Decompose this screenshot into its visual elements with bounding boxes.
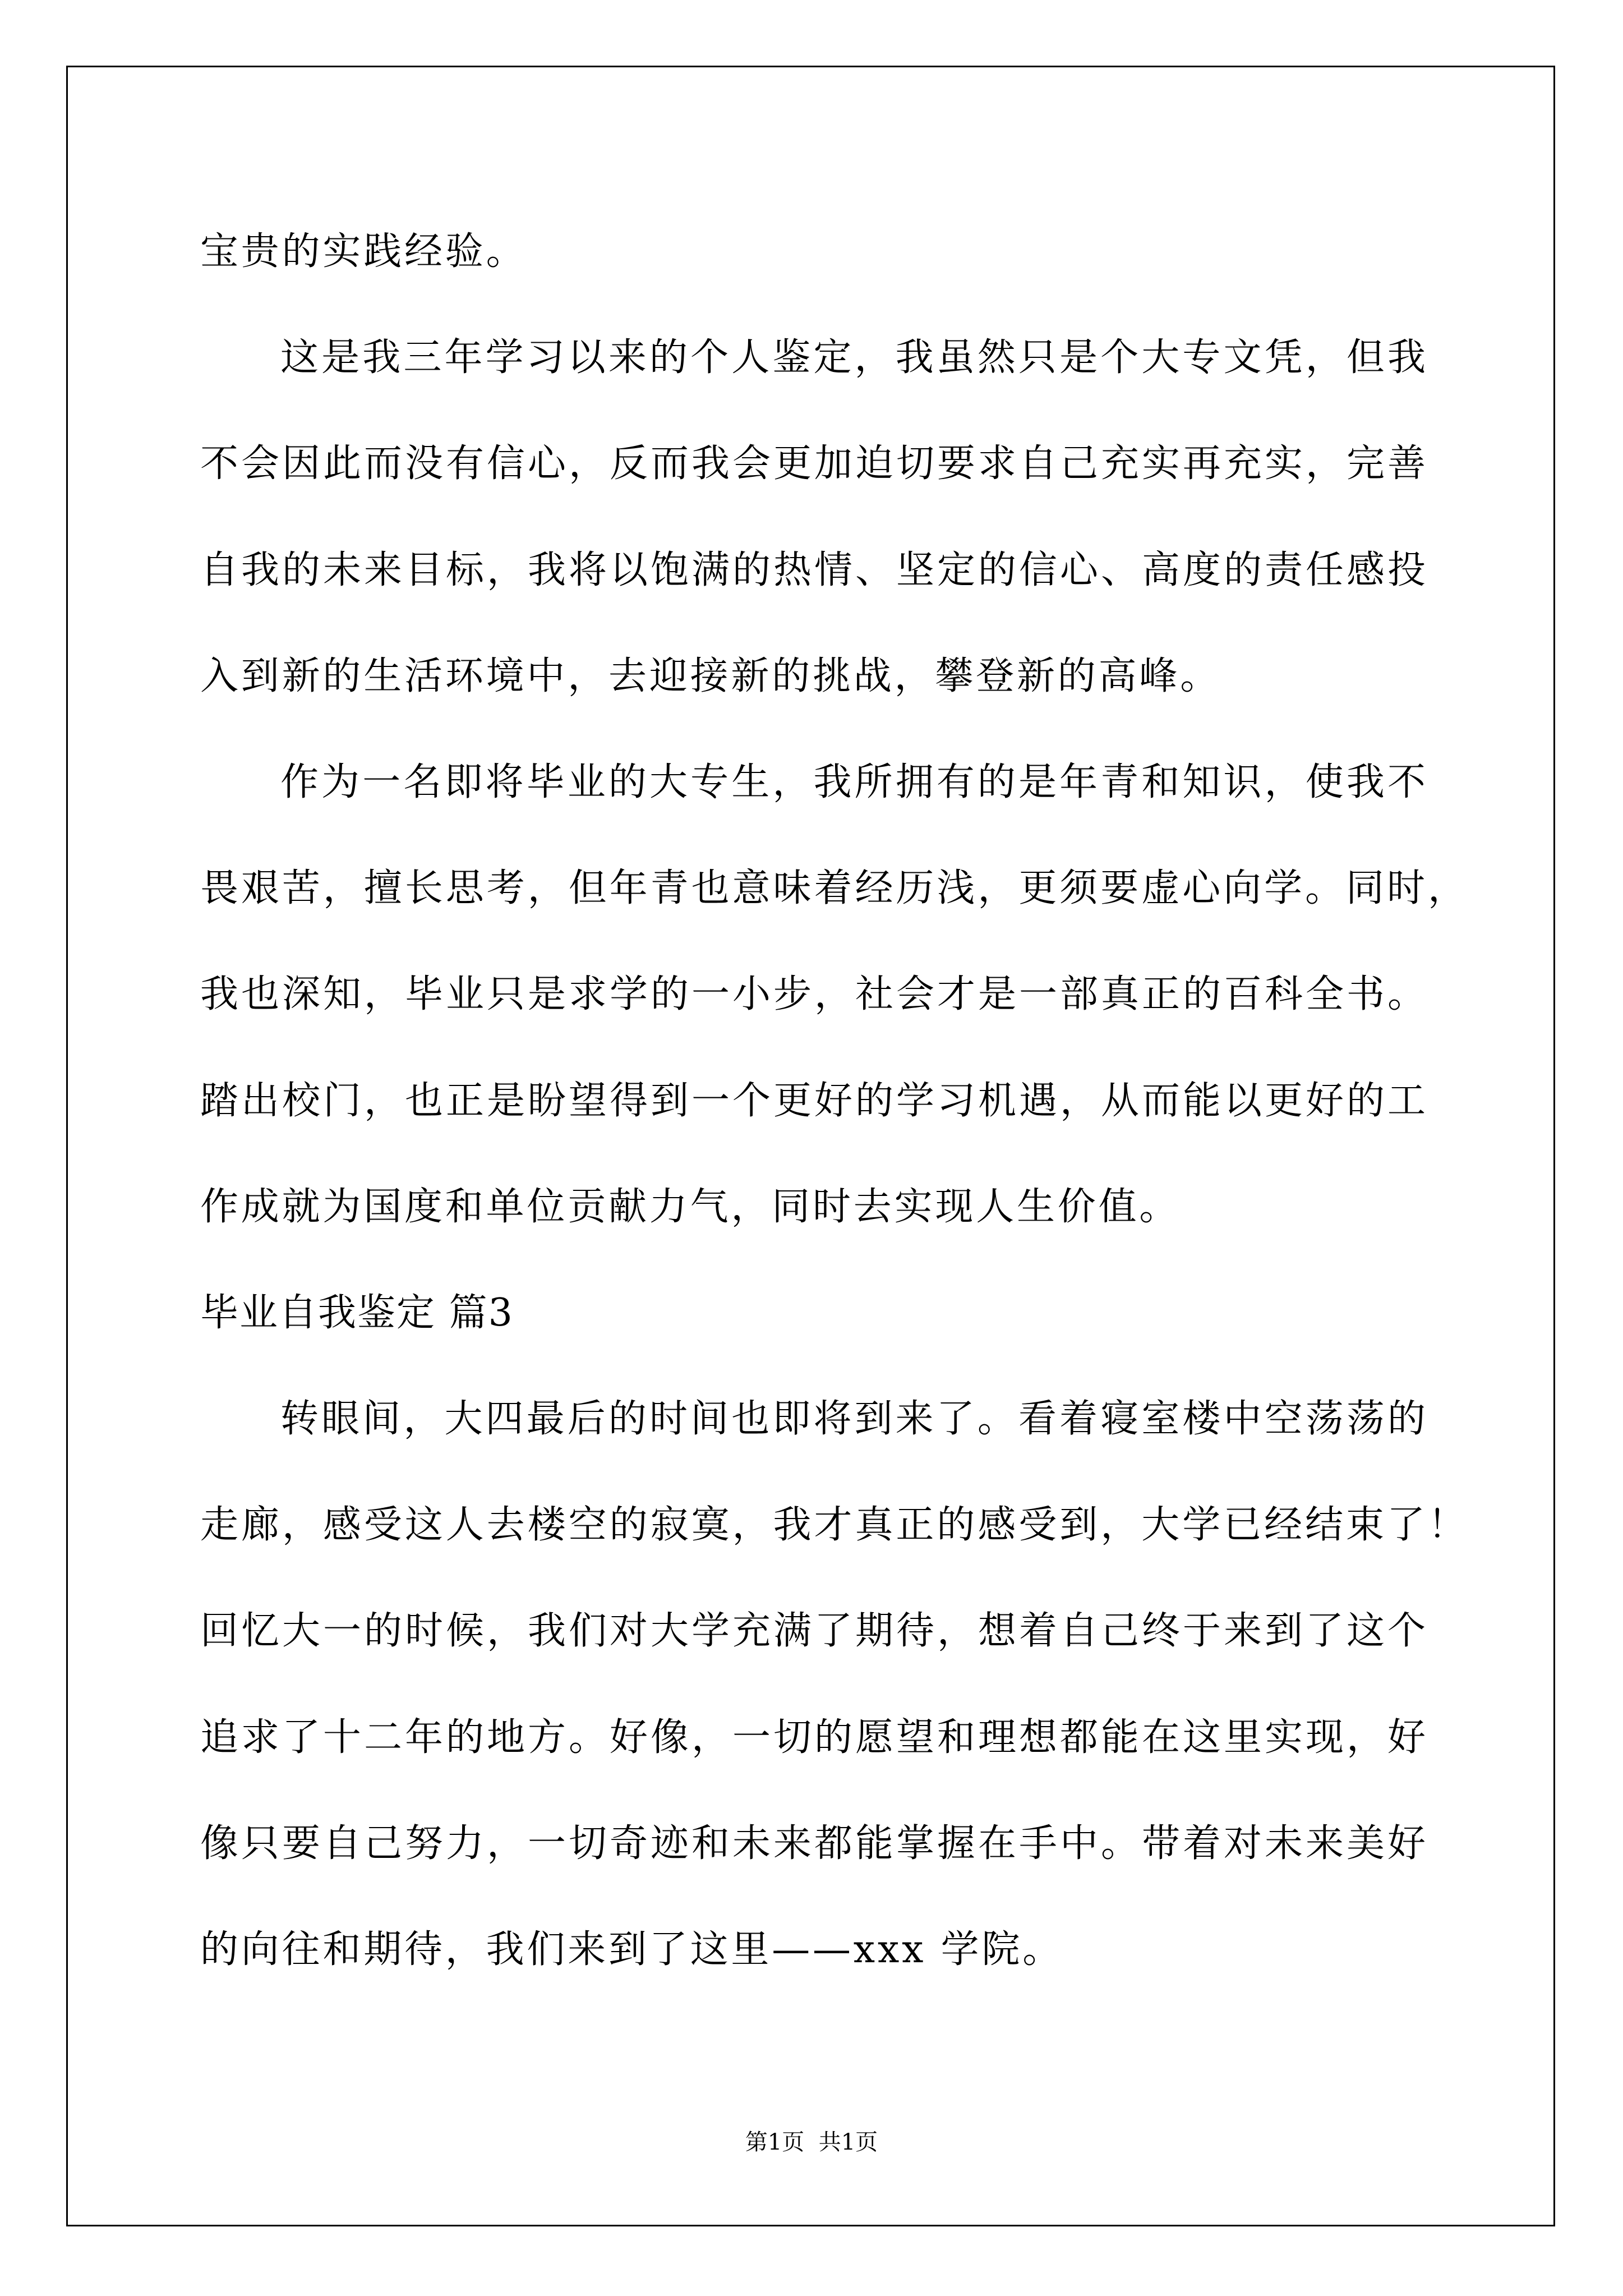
text-line: 转眼间，大四最后的时间也即将到来了。看着寝室楼中空荡荡的 [280,1397,1426,1442]
text-line: 自我的未来目标，我将以饱满的热情、坚定的信心、高度的责任感投 [200,547,1426,592]
text-line: 作为一名即将毕业的大专生，我所拥有的是年青和知识，使我不 [280,760,1426,804]
text-line: 不会因此而没有信心，反而我会更加迫切要求自己充实再充实，完善 [200,441,1426,486]
page-footer: 第1页 共1页 [745,2129,878,2155]
paragraph [200,305,1426,729]
text-line: 作成就为国度和单位贡献力气，同时去实现人生价值。 [200,1184,1181,1229]
paragraph [200,199,1426,305]
document-body [200,199,1466,2003]
text-line: 畏艰苦，擅长思考，但年青也意味着经历浅，更须要虚心向学。同时， [200,866,1466,911]
section-title: 毕业自我鉴定 篇3 [200,1290,514,1335]
text-line: 回忆大一的时候，我们对大学充满了期待，想着自己终于来到了这个 [200,1609,1426,1654]
text-line: 我也深知，毕业只是求学的一小步，社会才是一部真正的百科全书。 [200,972,1426,1017]
text-line: 踏出校门，也正是盼望得到一个更好的学习机遇，从而能以更好的工 [200,1078,1426,1123]
text-line: 入到新的生活环境中，去迎接新的挑战，攀登新的高峰。 [200,654,1221,698]
text-line: 像只要自己努力，一切奇迹和未来都能掌握在手中。带着对未来美好 [200,1821,1426,1866]
paragraph [200,1366,1466,2003]
text-line: 走廊，感受这人去楼空的寂寞，我才真正的感受到，大学已经结束了！ [200,1503,1466,1548]
text-line: 宝贵的实践经验。 [200,229,527,274]
text-line: 这是我三年学习以来的个人鉴定，我虽然只是个大专文凭，但我 [280,335,1426,380]
paragraph [200,729,1466,1260]
text-line: 的向往和期待，我们来到了这里——xxx 学院。 [200,1927,1064,1972]
text-line: 追求了十二年的地方。好像，一切的愿望和理想都能在这里实现，好 [200,1715,1426,1760]
